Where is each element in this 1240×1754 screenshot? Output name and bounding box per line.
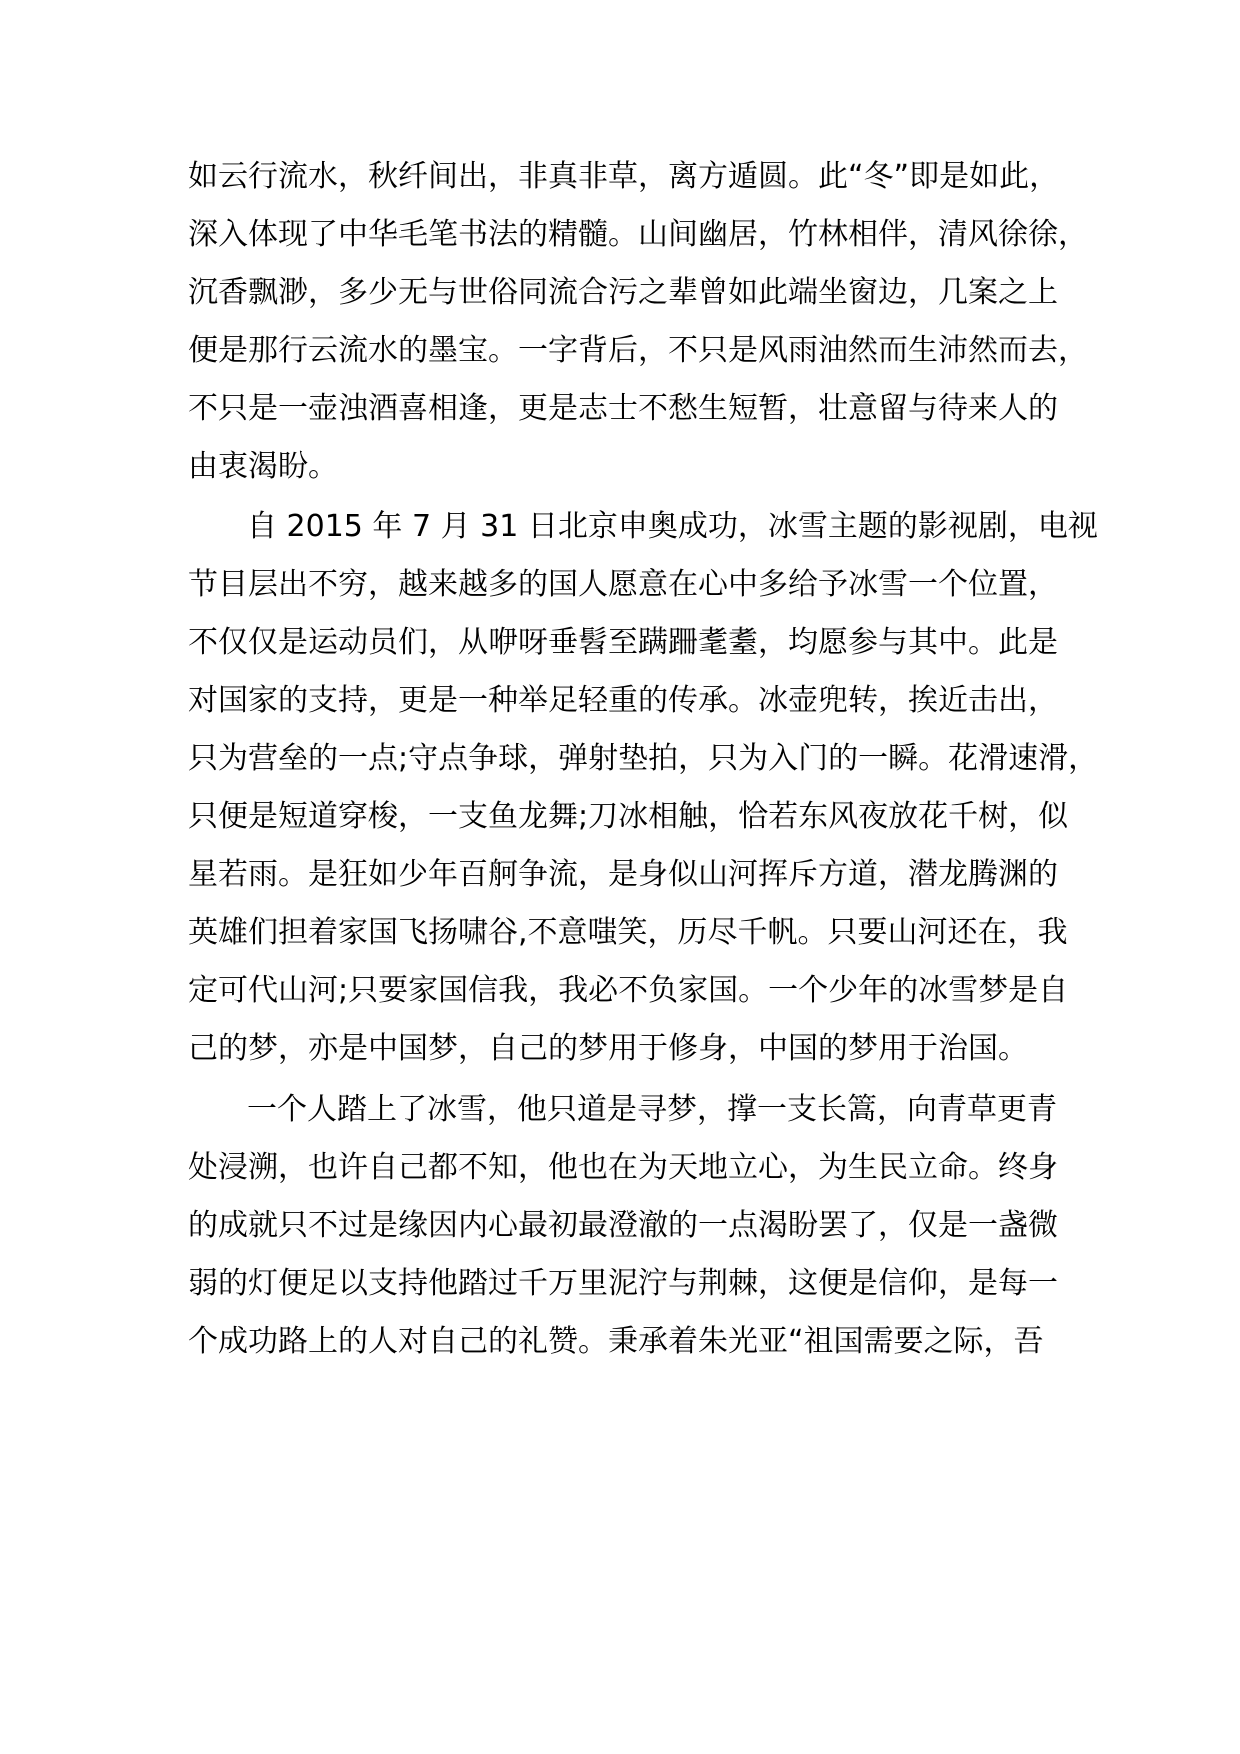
text-line: 只为营垒的一点;守点争球，弹射垫拍，只为入门的一瞬。花滑速滑， [188, 741, 1099, 776]
text-line: 节目层出不穷，越来越多的国人愿意在心中多给予冰雪一个位置， [188, 567, 1058, 602]
text-line: 个成功路上的人对自己的礼赞。秉承着朱光亚“祖国需要之际，吾 [188, 1324, 1044, 1359]
text-line: 一个人踏上了冰雪，他只道是寻梦，撑一支长篙，向青草更青 [247, 1092, 1057, 1127]
text-line: 己的梦，亦是中国梦，自己的梦用于修身，中国的梦用于治国。 [188, 1031, 1028, 1066]
text-line: 如云行流水，秋纤间出，非真非草，离方遁圆。此“冬”即是如此， [188, 159, 1060, 194]
text-line: 不只是一壶浊酒喜相逢，更是志士不愁生短暂，壮意留与待来人的 [188, 391, 1058, 426]
text-line: 处浸溯，也许自己都不知，他也在为天地立心，为生民立命。终身 [188, 1150, 1058, 1185]
text-line: 沉香飘渺，多少无与世俗同流合污之辈曾如此端坐窗边，几案之上 [188, 275, 1058, 310]
text-line: 对国家的支持，更是一种举足轻重的传承。冰壶兜转，挨近击出， [188, 683, 1058, 718]
text-line: 星若雨。是狂如少年百舸争流，是身似山河挥斥方道，潜龙腾渊的 [188, 857, 1058, 892]
text-line: 自 2015 年 7 月 31 日北京申奥成功，冰雪主题的影视剧，电视 [247, 509, 1098, 544]
text-line: 的成就只不过是缘因内心最初最澄澈的一点渴盼罢了，仅是一盏微 [188, 1208, 1058, 1243]
text-line: 英雄们担着家国飞扬啸谷,不意嗤笑，历尽千帆。只要山河还在，我 [188, 915, 1068, 950]
text-line: 由衷渴盼。 [188, 449, 338, 484]
text-line: 不仅仅是运动员们，从咿呀垂髫至蹒跚耄耋，均愿参与其中。此是 [188, 625, 1058, 660]
text-line: 便是那行云流水的墨宝。一字背后，不只是风雨油然而生沛然而去， [188, 333, 1088, 368]
text-line: 定可代山河;只要家国信我，我必不负家国。一个少年的冰雪梦是自 [188, 973, 1069, 1008]
text-line: 深入体现了中华毛笔书法的精髓。山间幽居，竹林相伴，清风徐徐， [188, 217, 1088, 252]
text-line: 只便是短道穿梭，一支鱼龙舞;刀冰相触，恰若东风夜放花千树，似 [188, 799, 1069, 834]
text-line: 弱的灯便足以支持他踏过千万里泥泞与荆棘，这便是信仰，是每一 [188, 1266, 1058, 1301]
